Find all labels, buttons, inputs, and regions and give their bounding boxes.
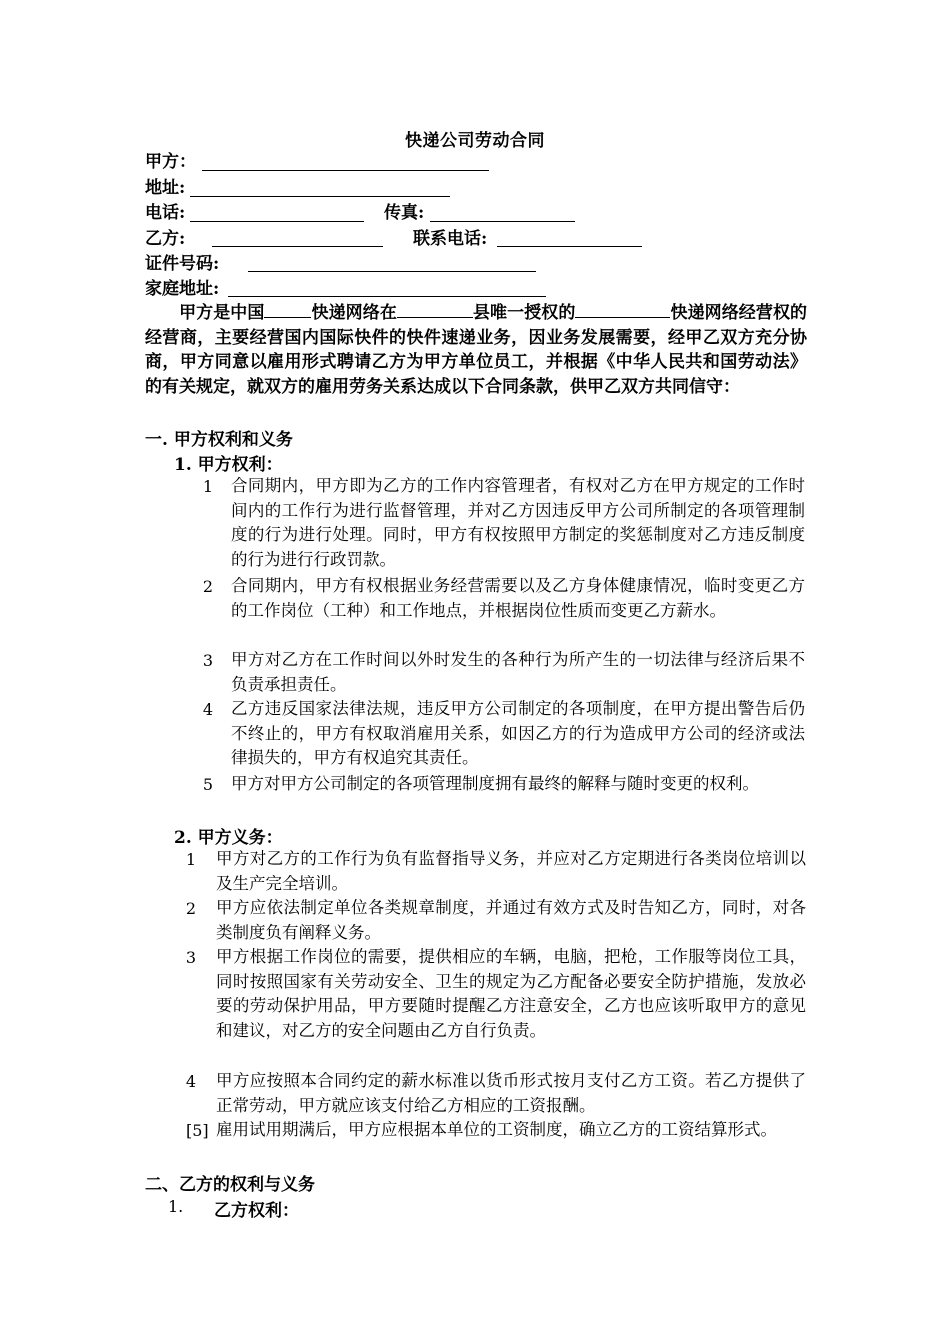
rights-item-number: 1 [202, 477, 213, 496]
intro-part-2: 快递网络在 [311, 303, 397, 323]
contact-phone-label: 联系电话: [413, 229, 488, 249]
duties-item: 甲方对乙方的工作行为负有监督指导义务，并应对乙方定期进行各类岗位培训以及生产完全培训。 [216, 849, 806, 893]
rights-item: 甲方对乙方在工作时间以外时发生的各种行为所产生的一切法律与经济后果不负责承担责任。 [231, 650, 805, 694]
rights-item-number: 5 [202, 775, 213, 794]
duties-item: 甲方应按照本合同约定的薪水标准以货币形式按月支付乙方工资。若乙方提供了正常劳动，甲方就应该支付给乙方相应的工资报酬。 [216, 1071, 806, 1115]
rights-item-number: 3 [202, 651, 213, 670]
home-address-blank[interactable] [228, 296, 546, 297]
phone-label: 电话: [145, 203, 186, 223]
intro-blank-1[interactable] [264, 299, 311, 318]
duties-item: 甲方应依法制定单位各类规章制度，并通过有效方式及时告知乙方，同时，对各类制度负有阐释义务。 [216, 898, 806, 942]
intro-part-3: 县唯一授权的 [472, 303, 576, 323]
party-a-duties-heading: 2. 甲方义务： [174, 828, 283, 848]
party-a-rights-heading: 1. 甲方权利： [174, 455, 283, 475]
intro-blank-3[interactable] [575, 299, 670, 318]
contact-phone-blank[interactable] [497, 246, 642, 247]
document-title: 快递公司劳动合同 [405, 131, 545, 151]
party-b-blank[interactable] [212, 246, 383, 247]
phone-blank[interactable] [190, 221, 364, 222]
rights-item-number: 4 [202, 700, 213, 719]
address-blank[interactable] [190, 196, 450, 197]
rights-item: 乙方违反国家法律法规，违反甲方公司制定的各项制度，在甲方提出警告后仍不终止的，甲方有权取消雇用关系，如因乙方的行为造成甲方公司的经济或法律损失的，甲方有权追究其责任。 [231, 699, 805, 767]
duties-item-number: [5] [186, 1121, 209, 1140]
fax-blank[interactable] [430, 221, 575, 222]
rights-item-number: 2 [202, 577, 213, 596]
duties-item: 雇用试用期满后，甲方应根据本单位的工资制度，确立乙方的工资结算形式。 [216, 1120, 777, 1139]
section2-heading: 二、乙方的权利与义务 [145, 1175, 315, 1195]
party-b-rights-heading: 乙方权利： [214, 1201, 299, 1221]
party-b-label: 乙方: [145, 229, 186, 249]
address-label: 地址: [145, 178, 186, 198]
intro-blank-2[interactable] [397, 299, 473, 318]
duties-item-number: 1 [185, 850, 196, 869]
rights-item: 合同期内，甲方有权根据业务经营需要以及乙方身体健康情况，临时变更乙方的工作岗位（工种）和工作地点，并根据岗位性质而变更乙方薪水。 [231, 576, 805, 620]
id-number-blank[interactable] [248, 271, 536, 272]
duties-item: 甲方根据工作岗位的需要，提供相应的车辆，电脑，把枪，工作服等岗位工具，同时按照国家有关劳动安全、卫生的规定为乙方配备必要安全防护措施，发放必要的劳动保护用品，甲方要随时提醒乙方注意安全，乙方也应该听取甲方的意见和建议，对乙方的安全问题由乙方自行负责。 [216, 947, 806, 1040]
party-a-blank[interactable] [202, 170, 489, 171]
party-b-rights-number: 1. [168, 1197, 184, 1216]
party-a-label: 甲方： [145, 152, 196, 172]
home-address-label: 家庭地址: [145, 279, 220, 299]
rights-item: 甲方对甲方公司制定的各项管理制度拥有最终的解释与随时变更的权利。 [231, 774, 759, 793]
rights-item: 合同期内，甲方即为乙方的工作内容管理者，有权对乙方在甲方规定的工作时间内的工作行为进行监督管理，并对乙方因违反甲方公司所制定的各项管理制度的行为进行处理。同时，甲方有权按照甲方制定的奖惩制度对乙方违反制度的行为进行行政罚款。 [231, 476, 805, 569]
duties-item-number: 2 [185, 899, 196, 918]
duties-item-number: 3 [185, 948, 196, 967]
fax-label: 传真: [384, 203, 425, 223]
intro-part-1: 甲方是中国 [179, 303, 265, 323]
duties-item-number: 4 [185, 1072, 196, 1091]
intro-part-4: 快递网络经营权的经营商，主要经营国内国际快件的快件速递业务，因业务发展需要，经甲乙双方充分协商，甲方同意以雇用形式聘请乙方为甲方单位员工，并根据《中华人民共和国劳动法》的有关规定，就双方的雇用劳务关系达成以下合同条款，供甲乙双方共同信守： [145, 303, 808, 397]
intro-paragraph [145, 299, 807, 399]
section1-heading: 一. 甲方权利和义务 [145, 430, 293, 450]
id-number-label: 证件号码: [145, 254, 220, 274]
